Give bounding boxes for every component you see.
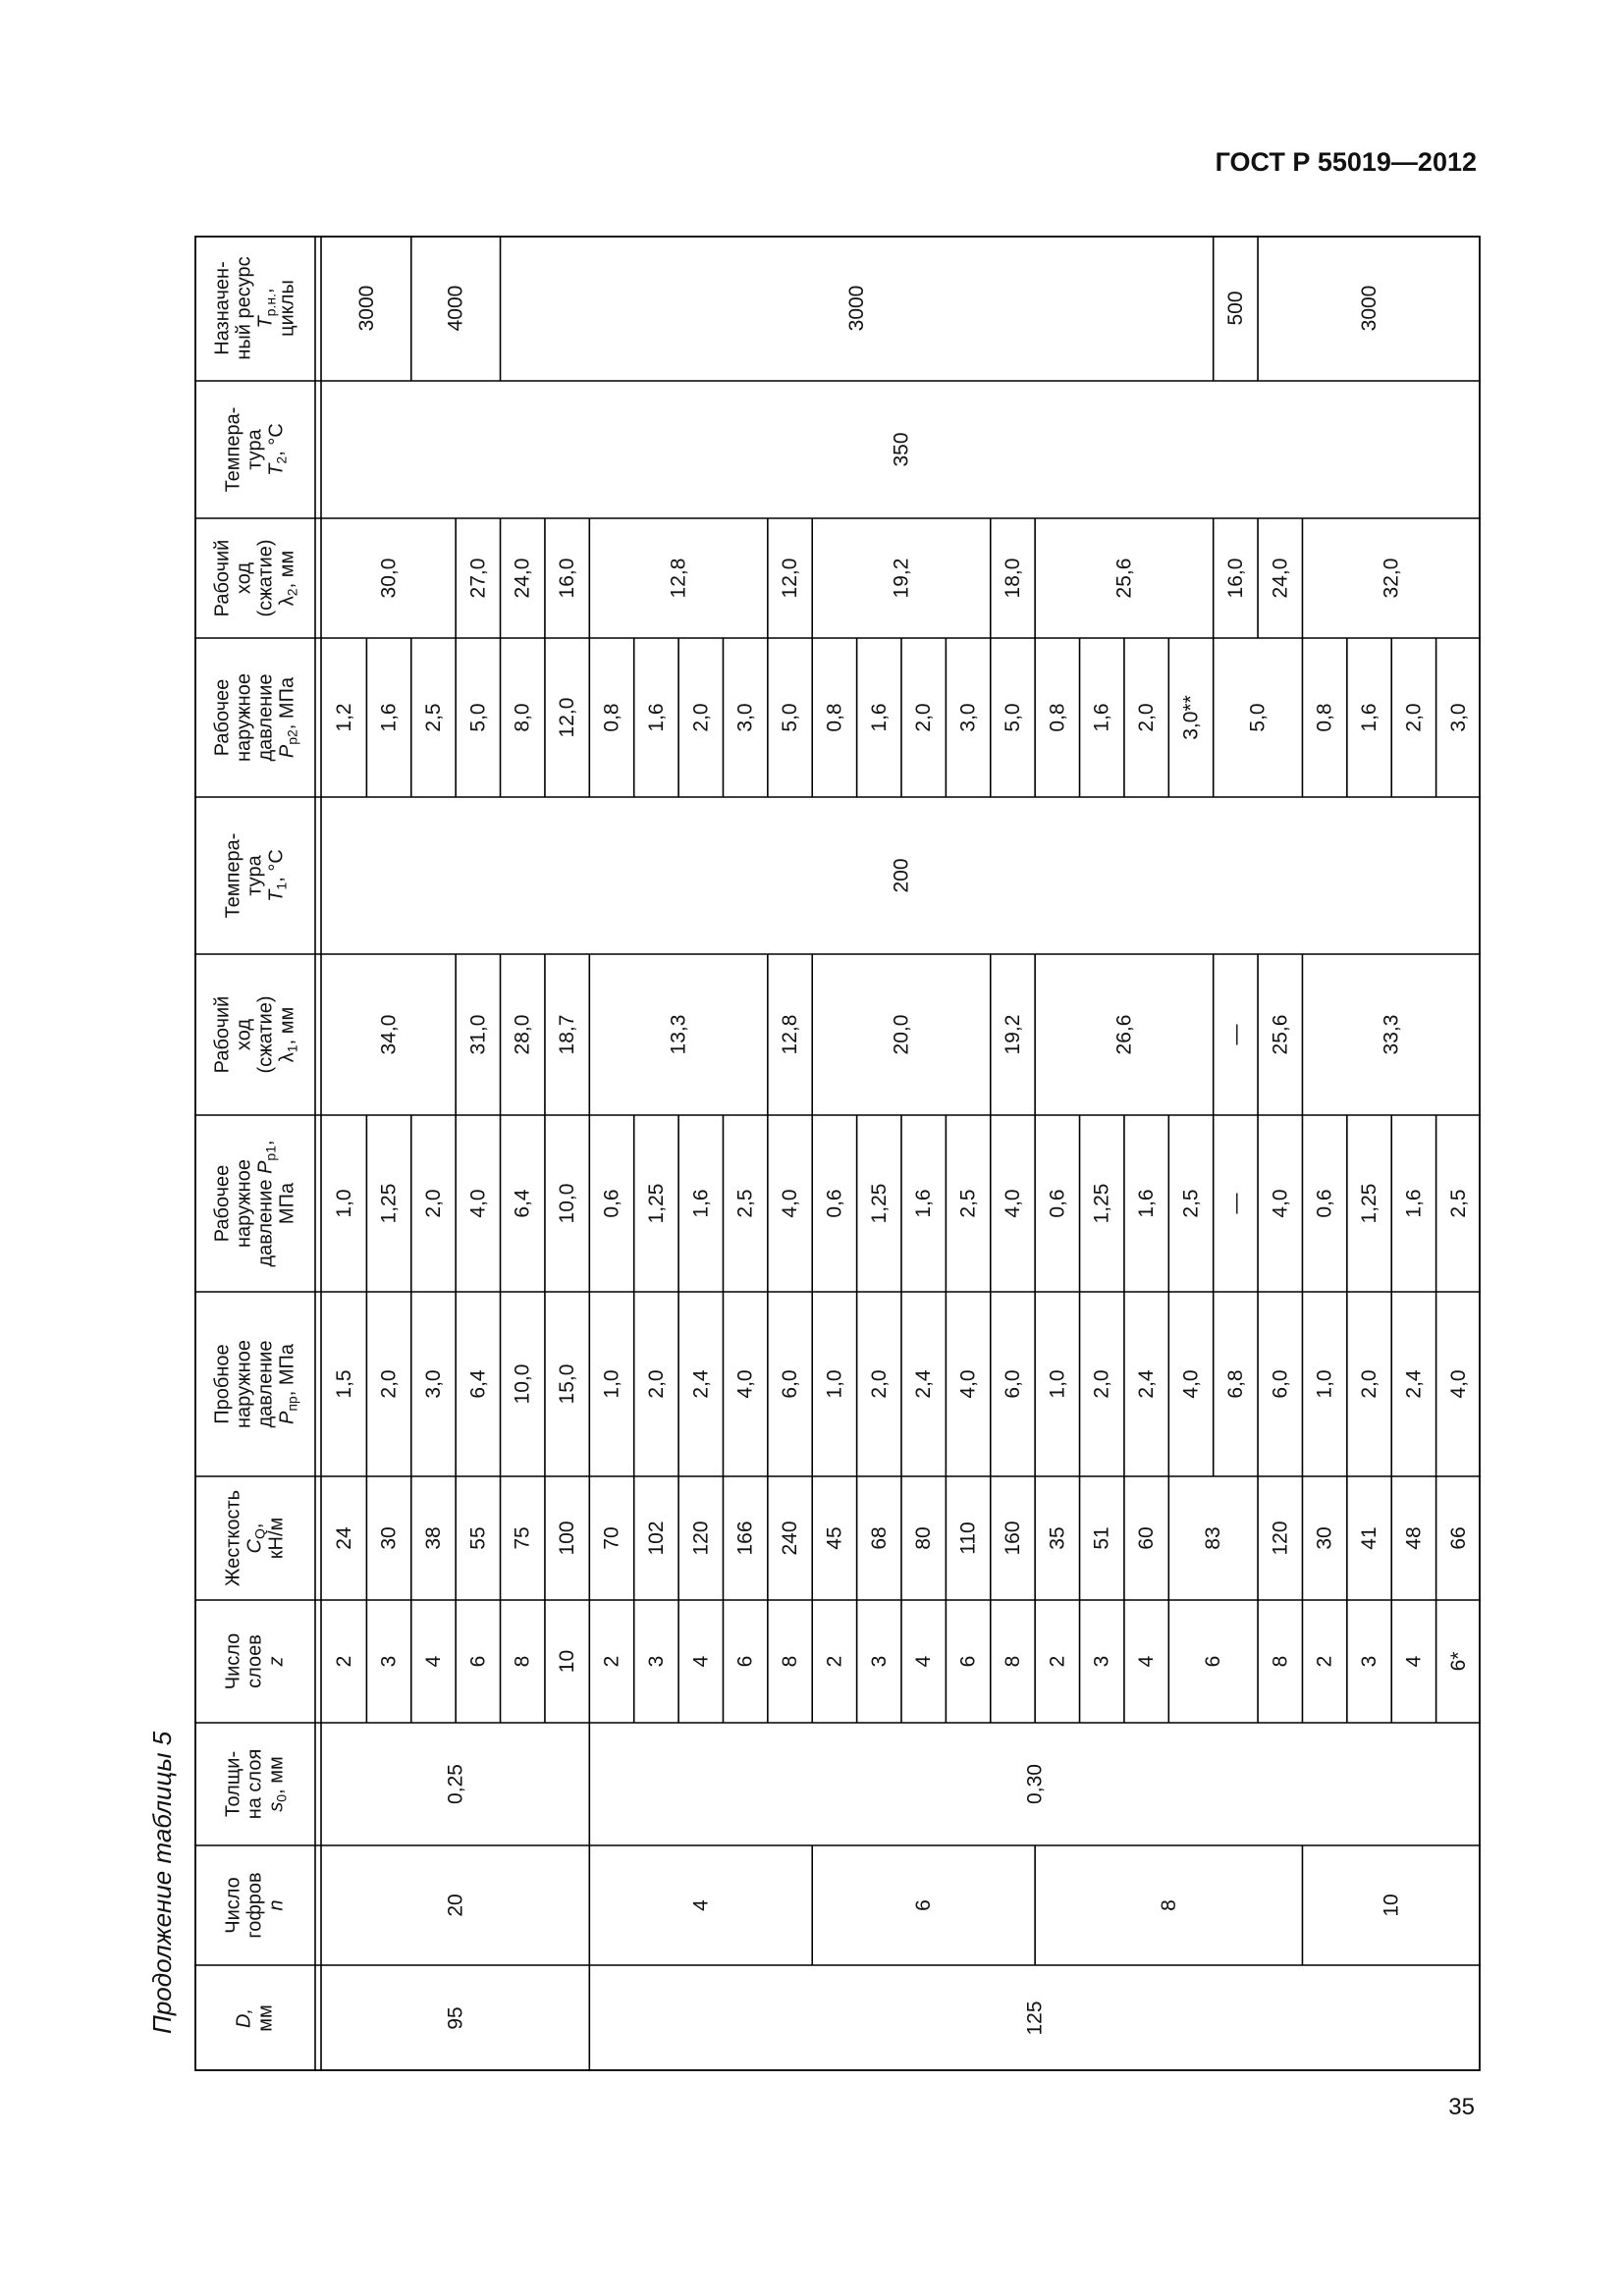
cell-value: 350 xyxy=(890,432,913,467)
cell-value: 160 xyxy=(1001,1521,1024,1556)
cell-value: 8 xyxy=(511,1655,534,1668)
header-L2 xyxy=(212,539,300,616)
cell-value: 4,0 xyxy=(779,1189,802,1218)
cell-value: 60 xyxy=(1135,1526,1159,1550)
cell-value: 6 xyxy=(912,1899,936,1911)
header-text: ный ресурс xyxy=(233,256,255,360)
cell-value: 6,0 xyxy=(1269,1369,1292,1399)
cell-value: 1,6 xyxy=(1402,1189,1426,1218)
header-T2 xyxy=(223,407,290,493)
cell-value: 2,0 xyxy=(912,703,936,732)
cell-value: 1,0 xyxy=(823,1369,846,1399)
cell-value: 4,0 xyxy=(1269,1189,1292,1218)
header-Pp2 xyxy=(212,673,300,762)
cell-value: 4,0 xyxy=(466,1189,490,1218)
header-text: тура xyxy=(244,429,266,470)
cell-value: 1,6 xyxy=(1358,703,1381,732)
cell-value: 166 xyxy=(733,1521,757,1556)
cell-value: 2,4 xyxy=(1135,1369,1159,1399)
cell-value: 25,6 xyxy=(1112,558,1136,599)
cell-value: 12,8 xyxy=(779,1014,802,1055)
cell-value: 1,6 xyxy=(867,703,891,732)
cell-value: 80 xyxy=(912,1526,936,1550)
cell-value: 15,0 xyxy=(556,1363,579,1405)
cell-value: 2,0 xyxy=(867,1369,891,1399)
standard-designation: ГОСТ Р 55019—2012 xyxy=(1215,147,1477,177)
cell-value: 102 xyxy=(644,1521,668,1556)
cell-value: 4 xyxy=(1135,1655,1159,1668)
header-Cq xyxy=(223,1490,288,1586)
cell-value: 1,0 xyxy=(1313,1369,1336,1399)
header-text: ход xyxy=(233,1018,255,1051)
cell-value: 1,25 xyxy=(377,1183,401,1224)
cell-value: 48 xyxy=(1402,1526,1426,1550)
cell-value: 4 xyxy=(421,1655,445,1668)
header-text: Темпера- xyxy=(222,406,244,493)
cell-value: 10,0 xyxy=(556,1183,579,1224)
cell-value: 38 xyxy=(421,1526,445,1550)
cell-value: 13,3 xyxy=(667,1014,690,1055)
header-text: Рабочее xyxy=(211,1164,234,1243)
cell-value: 4 xyxy=(689,1655,713,1668)
header-s0 xyxy=(223,1749,290,1820)
header-text: наружное xyxy=(233,1340,255,1428)
header-Ppr xyxy=(212,1340,300,1428)
cell-value: 35 xyxy=(1046,1526,1069,1550)
cell-value: 4,0 xyxy=(1446,1369,1470,1399)
header-text: Жесткость xyxy=(222,1489,244,1587)
cell-value: 0,8 xyxy=(600,703,623,732)
cell-value: 1,6 xyxy=(689,1189,713,1218)
header-n xyxy=(223,1872,288,1938)
cell-value: 83 xyxy=(1202,1526,1225,1550)
header-text: Темпера- xyxy=(222,832,244,919)
cell-value: 6,0 xyxy=(779,1369,802,1399)
cell-value: 70 xyxy=(600,1526,623,1550)
cell-value: 2,0 xyxy=(1135,703,1159,732)
header-Tr xyxy=(212,256,298,359)
cell-value: 4 xyxy=(1402,1655,1426,1668)
cell-value: 6* xyxy=(1446,1651,1470,1672)
header-text: n xyxy=(265,1899,288,1911)
cell-value: 2,0 xyxy=(689,703,713,732)
cell-value: 1,0 xyxy=(333,1189,356,1218)
cell-value: 120 xyxy=(689,1521,713,1556)
header-text: (сжатие) xyxy=(254,539,277,617)
cell-value: — xyxy=(1223,1193,1247,1214)
cell-value: 2,0 xyxy=(1090,1369,1113,1399)
header-text: $T_1$, °С xyxy=(265,849,290,902)
cell-value: 2,5 xyxy=(733,1189,757,1218)
header-D xyxy=(234,2004,277,2032)
header-text: Рабочий xyxy=(211,539,234,617)
cell-value: 75 xyxy=(511,1526,534,1550)
cell-value: 0,6 xyxy=(823,1189,846,1218)
cell-value: 5,0 xyxy=(1246,703,1270,732)
cell-value: 8 xyxy=(779,1655,802,1668)
cell-value: 2 xyxy=(333,1655,356,1668)
header-text: кН/м xyxy=(265,1517,288,1560)
cell-value: 26,6 xyxy=(1112,1014,1136,1055)
header-text: $T_2$, °С xyxy=(265,423,290,476)
cell-value: 4,0 xyxy=(956,1369,980,1399)
header-text: тура xyxy=(244,855,266,896)
cell-value: 2,5 xyxy=(421,703,445,732)
header-text: давление $P_{p1}$, xyxy=(254,1140,279,1267)
header-text: Число xyxy=(222,1632,244,1690)
cell-value: 500 xyxy=(1223,291,1247,326)
table-frame xyxy=(195,237,1480,2070)
cell-value: 20,0 xyxy=(890,1014,913,1055)
cell-value: 1,25 xyxy=(867,1183,891,1224)
data-table xyxy=(194,236,1481,2071)
cell-value: 32,0 xyxy=(1380,558,1403,599)
cell-value: 10 xyxy=(1380,1894,1403,1917)
header-text: Рабочий xyxy=(211,995,234,1074)
cell-value: 1,6 xyxy=(377,703,401,732)
cell-value: — xyxy=(1223,1024,1247,1045)
cell-value: 240 xyxy=(779,1521,802,1556)
cell-value: 41 xyxy=(1358,1526,1381,1550)
cell-value: 3 xyxy=(644,1655,668,1668)
cell-value: 16,0 xyxy=(1223,558,1247,599)
header-text: $P_{пр}$, МПа xyxy=(276,1344,300,1424)
cell-value: 3000 xyxy=(1358,285,1381,332)
cell-value: 24 xyxy=(333,1526,356,1550)
cell-value: 3,0 xyxy=(1446,703,1470,732)
cell-value: 8 xyxy=(1269,1655,1292,1668)
header-text: Назначен- xyxy=(211,261,234,355)
cell-value: 6,4 xyxy=(511,1189,534,1218)
cell-value: 200 xyxy=(890,858,913,893)
cell-value: 4,0 xyxy=(733,1369,757,1399)
cell-value: 4 xyxy=(689,1899,713,1911)
cell-value: 30 xyxy=(377,1526,401,1550)
cell-value: 2 xyxy=(823,1655,846,1668)
cell-value: 8 xyxy=(1001,1655,1024,1668)
cell-value: 100 xyxy=(556,1521,579,1556)
header-text: циклы xyxy=(276,280,298,337)
header-Pp1 xyxy=(212,1140,298,1266)
header-text: $T_{р.н.}$, xyxy=(254,288,279,329)
cell-value: 19,2 xyxy=(1001,1014,1024,1055)
cell-value: 3000 xyxy=(845,285,869,332)
cell-value: 2,5 xyxy=(1446,1189,1470,1218)
cell-value: 2,0 xyxy=(1402,703,1426,732)
cell-value: 2,0 xyxy=(644,1369,668,1399)
cell-value: 6 xyxy=(956,1655,980,1668)
cell-value: 2,4 xyxy=(912,1369,936,1399)
cell-value: 1,25 xyxy=(644,1183,668,1224)
cell-value: 0,8 xyxy=(823,703,846,732)
cell-value: 10,0 xyxy=(511,1363,534,1405)
cell-value: 3 xyxy=(377,1655,401,1668)
cell-value: 68 xyxy=(867,1526,891,1550)
cell-value: 0,30 xyxy=(1023,1764,1047,1804)
cell-value: 2 xyxy=(1313,1655,1336,1668)
cell-value: 3,0** xyxy=(1179,695,1203,740)
header-text: Число xyxy=(222,1877,244,1934)
header-text: МПа xyxy=(276,1182,298,1225)
cell-value: 0,25 xyxy=(444,1764,467,1804)
cell-value: 6 xyxy=(466,1655,490,1668)
cell-value: 18,7 xyxy=(556,1014,579,1055)
cell-value: 12,0 xyxy=(556,697,579,738)
cell-value: 4000 xyxy=(444,285,467,332)
cell-value: 2,0 xyxy=(421,1189,445,1218)
header-text: $\lambda_1$, мм xyxy=(276,1006,300,1063)
cell-value: 2,4 xyxy=(1402,1369,1426,1399)
page-number: 35 xyxy=(1448,2094,1475,2120)
cell-value: 6 xyxy=(1202,1655,1225,1668)
cell-value: 0,6 xyxy=(600,1189,623,1218)
cell-value: 45 xyxy=(823,1526,846,1550)
cell-value: 12,8 xyxy=(667,558,690,599)
cell-value: 3,0 xyxy=(421,1369,445,1399)
header-text: Рабочее xyxy=(211,678,234,757)
cell-value: 1,6 xyxy=(644,703,668,732)
cell-value: 4 xyxy=(912,1655,936,1668)
cell-value: 2,0 xyxy=(1358,1369,1381,1399)
cell-value: 1,2 xyxy=(333,703,356,732)
cell-value: 95 xyxy=(444,2006,467,2030)
cell-value: 1,6 xyxy=(912,1189,936,1218)
cell-value: 3000 xyxy=(354,285,378,332)
cell-value: 8 xyxy=(1157,1899,1180,1911)
cell-value: 1,25 xyxy=(1358,1183,1381,1224)
cell-value: 31,0 xyxy=(466,1014,490,1055)
header-text: Пробное xyxy=(211,1344,234,1424)
cell-value: 2,4 xyxy=(689,1369,713,1399)
header-z xyxy=(223,1633,288,1690)
cell-value: 28,0 xyxy=(511,1014,534,1055)
cell-value: 3,0 xyxy=(733,703,757,732)
cell-value: 0,8 xyxy=(1313,703,1336,732)
header-T1 xyxy=(223,833,290,919)
cell-value: 30 xyxy=(1313,1526,1336,1550)
header-text: $s_0$, мм xyxy=(265,1756,290,1812)
cell-value: 18,0 xyxy=(1001,558,1024,599)
cell-value: 27,0 xyxy=(466,558,490,599)
cell-value: 55 xyxy=(466,1526,490,1550)
cell-value: 12,0 xyxy=(779,558,802,599)
cell-value: 4,0 xyxy=(1179,1369,1203,1399)
header-text: ход xyxy=(233,561,255,595)
cell-value: 33,3 xyxy=(1380,1014,1403,1055)
cell-value: 1,6 xyxy=(1090,703,1113,732)
header-text: D, xyxy=(233,2008,255,2028)
header-L1 xyxy=(212,995,300,1073)
header-text: давление xyxy=(254,1340,277,1428)
cell-value: 6,4 xyxy=(466,1369,490,1399)
cell-value: 0,8 xyxy=(1046,703,1069,732)
cell-value: 125 xyxy=(1023,2001,1047,2036)
cell-value: 5,0 xyxy=(466,703,490,732)
cell-value: 4,0 xyxy=(1001,1189,1024,1218)
cell-value: 120 xyxy=(1269,1521,1292,1556)
cell-value: 6 xyxy=(733,1655,757,1668)
header-text: мм xyxy=(254,2004,277,2032)
cell-value: 1,0 xyxy=(1046,1369,1069,1399)
cell-value: 34,0 xyxy=(377,1014,401,1055)
cell-value: 3 xyxy=(867,1655,891,1668)
cell-value: 3 xyxy=(1358,1655,1381,1668)
header-text: (сжатие) xyxy=(254,995,277,1074)
cell-value: 20 xyxy=(444,1894,467,1917)
header-text: $\lambda_2$, мм xyxy=(276,550,300,607)
cell-value: 10 xyxy=(556,1649,579,1674)
cell-value: 24,0 xyxy=(511,558,534,599)
cell-value: 2 xyxy=(1046,1655,1069,1668)
cell-value: 19,2 xyxy=(890,558,913,599)
cell-value: 0,6 xyxy=(1313,1189,1336,1218)
cell-value: 3 xyxy=(1090,1655,1113,1668)
header-text: давление xyxy=(254,673,277,762)
cell-value: 51 xyxy=(1090,1526,1113,1550)
cell-value: 25,6 xyxy=(1269,1014,1292,1055)
cell-value: 2,0 xyxy=(377,1369,401,1399)
cell-value: 3,0 xyxy=(956,703,980,732)
cell-value: 5,0 xyxy=(1001,703,1024,732)
cell-value: 24,0 xyxy=(1269,558,1292,599)
header-text: на слоя xyxy=(244,1748,266,1820)
header-text: слоев xyxy=(244,1634,266,1688)
header-text: $P_{p2}$, МПа xyxy=(276,676,300,759)
cell-value: 30,0 xyxy=(377,558,401,599)
cell-value: 2,5 xyxy=(956,1189,980,1218)
cell-value: 8,0 xyxy=(511,703,534,732)
cell-value: 0,6 xyxy=(1046,1189,1069,1218)
cell-value: 16,0 xyxy=(556,558,579,599)
cell-value: 6,8 xyxy=(1223,1369,1247,1399)
cell-value: 2,5 xyxy=(1179,1189,1203,1218)
header-text: $C_Q$, xyxy=(244,1522,268,1554)
cell-value: 66 xyxy=(1446,1526,1470,1550)
cell-value: 1,6 xyxy=(1135,1189,1159,1218)
header-text: Толщи- xyxy=(222,1750,244,1818)
cell-value: 1,25 xyxy=(1090,1183,1113,1224)
cell-value: 5,0 xyxy=(779,703,802,732)
cell-value: 6,0 xyxy=(1001,1369,1024,1399)
header-text: гофров xyxy=(244,1872,266,1939)
header-text: наружное xyxy=(233,1159,255,1248)
table-caption: Продолжение таблицы 5 xyxy=(147,1731,177,2034)
cell-value: 110 xyxy=(956,1522,980,1555)
cell-value: 1,5 xyxy=(333,1369,356,1399)
header-text: z xyxy=(265,1656,288,1667)
cell-value: 2 xyxy=(600,1655,623,1668)
cell-value: 1,0 xyxy=(600,1369,623,1399)
header-text: наружное xyxy=(233,673,255,762)
